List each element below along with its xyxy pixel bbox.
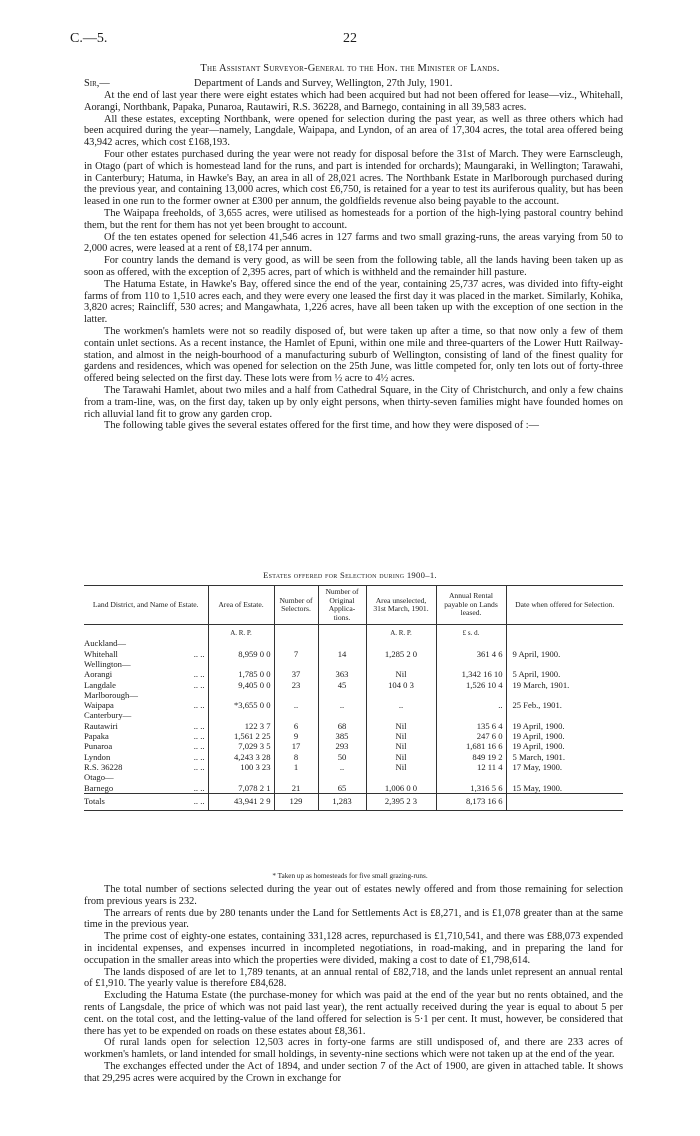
cell-unselected: Nil — [366, 669, 436, 679]
cell-name: Aorangi .. .. — [84, 669, 205, 680]
paragraph: Excluding the Hatuma Estate (the purchase-money for which was paid at the end of the year but no rents obtained, and the rents of Langsdale, the price of which was not paid last year), the rent actually received during the year is equal to about 5 per cent. on the total cost, and the letting-value of the land offered for selection is 5·1 per cent. It must, however, be considered that there has yet to be expended on roads on these estates about £8,361. — [84, 990, 623, 1037]
paragraph: The lands disposed of are let to 1,789 tenants, at an annual rental of £82,718, and the lands unlet represent an annual rental of £1,910. The yearly value is therefore £84,628. — [84, 966, 623, 990]
cell-unselected: 1,006 0 0 — [366, 783, 436, 794]
cell-selectors — [274, 638, 318, 648]
cell-date — [506, 638, 623, 648]
cell-applications: .. — [318, 762, 366, 772]
cell-selectors — [274, 710, 318, 720]
cell-applications: 293 — [318, 741, 366, 751]
cell-rental: 135 6 4 — [436, 721, 506, 731]
cell-name: Marlborough— — [84, 689, 138, 700]
cell-area: 1,561 2 25 — [208, 731, 274, 741]
cell-applications — [318, 638, 366, 648]
cell-selectors: 37 — [274, 669, 318, 679]
cell-rental — [436, 659, 506, 669]
district-group-row — [84, 638, 623, 648]
cell-rental — [436, 710, 506, 720]
paragraph: The Waipapa freeholds, of 3,655 acres, were utilised as homesteads for a portion of the high-lying pastoral country behind them, but the rent for them has not yet been brought to account. — [84, 207, 623, 231]
cell-unselected: 104 0 3 — [366, 680, 436, 690]
cell-name: Langdale .. .. — [84, 679, 205, 690]
cell-area — [208, 690, 274, 700]
cell-name: Auckland— — [84, 638, 127, 649]
cell-unselected — [366, 638, 436, 648]
cell-name: R.S. 36228 .. .. — [84, 761, 205, 772]
cell-selectors: 8 — [274, 752, 318, 762]
cell-name: Whitehall .. .. — [84, 648, 205, 659]
cell-selectors — [274, 772, 318, 782]
col-header-date: Date when offered for Selection. — [506, 586, 623, 625]
estate-row — [84, 649, 623, 659]
cell-unselected — [366, 690, 436, 700]
estate-row — [84, 731, 623, 741]
col-header-applications: Number of Original Applica-tions. — [318, 586, 366, 625]
cell-rental: 1,316 5 6 — [436, 783, 506, 794]
letter-title: The Assistant Surveyor-General to the Hon. the Minister of Lands. — [200, 63, 500, 74]
totals-label: Totals .. .. — [84, 793, 208, 810]
cell-date: 19 April, 1900. — [506, 731, 623, 741]
totals-date — [506, 793, 623, 810]
unit-unselected: A. R. P. — [366, 625, 436, 639]
cell-selectors: 9 — [274, 731, 318, 741]
cell-area: 122 3 7 — [208, 721, 274, 731]
col-header-selectors: Number of Selectors. — [274, 586, 318, 625]
estate-row — [84, 741, 623, 751]
cell-unselected: Nil — [366, 731, 436, 741]
page-reference: C.—5. — [70, 31, 108, 46]
cell-area — [208, 772, 274, 782]
paragraph: The prime cost of eighty-one estates, containing 331,128 acres, repurchased is £1,710,541, and there was £88,073 expended in incidental expenses, and expenses incurred in incompleted negotiations, in road-making, and in preparing the land for occupation in the smaller areas into which the properties were divided, making a cost to date of £1,798,614. — [84, 931, 623, 966]
salutation: Sir,— — [84, 78, 110, 89]
estate-row — [84, 721, 623, 731]
cell-date: 25 Feb., 1901. — [506, 700, 623, 710]
cell-unselected — [366, 659, 436, 669]
cell-applications: 65 — [318, 783, 366, 794]
cell-name: Otago— — [84, 772, 114, 783]
district-group-row — [84, 710, 623, 720]
units-row — [84, 625, 623, 639]
paragraph: Of rural lands open for selection 12,503 acres in forty-one farms are still undisposed of, and there are 233 acres of workmen's hamlets, or land intended for small holdings, in seventy-nine sections which were not taken up at the end of the year. — [84, 1037, 623, 1061]
unit-area: A. R. P. — [208, 625, 274, 639]
cell-area: 100 3 23 — [208, 762, 274, 772]
district-group-row — [84, 690, 623, 700]
estate-row — [84, 783, 623, 794]
cell-applications: 14 — [318, 649, 366, 659]
cell-area — [208, 659, 274, 669]
cell-applications: 68 — [318, 721, 366, 731]
cell-unselected: Nil — [366, 762, 436, 772]
cell-applications — [318, 710, 366, 720]
col-header-rental: Annual Rental payable on Lands leased. — [436, 586, 506, 625]
cell-area: 7,029 3 5 — [208, 741, 274, 751]
cell-date: 5 March, 1901. — [506, 752, 623, 762]
paragraph: For country lands the demand is very good, as will be seen from the following table, all the lands having been taken up as soon as offered, with the exception of 2,395 acres, part of which is withheld and the remainder hill pasture. — [84, 255, 623, 278]
totals-unselected: 2,395 2 3 — [366, 793, 436, 810]
cell-applications: 50 — [318, 752, 366, 762]
cell-unselected — [366, 772, 436, 782]
district-group-row — [84, 772, 623, 782]
table-footnote: * Taken up as homesteads for five small grazing-runs. — [272, 872, 428, 880]
cell-name: Rautawiri .. .. — [84, 720, 205, 731]
cell-rental: 1,342 16 10 — [436, 669, 506, 679]
cell-name: Waipapa .. .. — [84, 700, 205, 711]
cell-rental: 247 6 0 — [436, 731, 506, 741]
cell-applications: 385 — [318, 731, 366, 741]
estate-row — [84, 680, 623, 690]
cell-name: Lyndon .. .. — [84, 751, 205, 762]
estate-row — [84, 700, 623, 710]
cell-date: 9 April, 1900. — [506, 649, 623, 659]
cell-date: 19 April, 1900. — [506, 721, 623, 731]
letter-body-bottom — [84, 884, 623, 1085]
cell-area: 1,785 0 0 — [208, 669, 274, 679]
running-header — [70, 31, 630, 49]
col-header-area: Area of Estate. — [208, 586, 274, 625]
cell-name: Papaka .. .. — [84, 731, 205, 742]
table-caption: Estates offered for Selection during 1900–1. — [263, 570, 437, 580]
salutation-line — [84, 78, 623, 90]
cell-rental — [436, 638, 506, 648]
cell-name: Barnego .. .. — [84, 782, 205, 793]
cell-date — [506, 710, 623, 720]
cell-rental — [436, 772, 506, 782]
cell-date — [506, 772, 623, 782]
cell-rental: 849 19 2 — [436, 752, 506, 762]
cell-rental: 361 4 6 — [436, 649, 506, 659]
cell-rental: 1,526 10 4 — [436, 680, 506, 690]
cell-rental: 12 11 4 — [436, 762, 506, 772]
cell-applications — [318, 690, 366, 700]
cell-rental: 1,681 16 6 — [436, 741, 506, 751]
cell-applications — [318, 772, 366, 782]
totals-applications: 1,283 — [318, 793, 366, 810]
cell-date: 5 April, 1900. — [506, 669, 623, 679]
totals-area: 43,941 2 9 — [208, 793, 274, 810]
cell-area: 4,243 3 28 — [208, 752, 274, 762]
cell-unselected — [366, 710, 436, 720]
totals-selectors: 129 — [274, 793, 318, 810]
estate-row — [84, 669, 623, 679]
cell-applications — [318, 659, 366, 669]
cell-selectors: 23 — [274, 680, 318, 690]
cell-rental: .. — [436, 700, 506, 710]
cell-selectors: 21 — [274, 783, 318, 794]
cell-name: Canterbury— — [84, 710, 132, 721]
estates-table — [84, 585, 623, 811]
paragraph: The arrears of rents due by 280 tenants under the Land for Settlements Act is £8,271, and is £1,078 greater than at the same time in the previous year. — [84, 907, 623, 931]
cell-area: 8,959 0 0 — [208, 649, 274, 659]
dateline: Department of Lands and Survey, Wellington, 27th July, 1901. — [194, 78, 453, 89]
cell-unselected: Nil — [366, 752, 436, 762]
cell-selectors: .. — [274, 700, 318, 710]
district-group-row — [84, 659, 623, 669]
estate-row — [84, 752, 623, 762]
unit-rental: £ s. d. — [436, 625, 506, 639]
cell-area — [208, 638, 274, 648]
col-header-unselected: Area unselected, 31st March, 1901. — [366, 586, 436, 625]
col-header-district: Land District, and Name of Estate. — [84, 586, 208, 625]
paragraph: The Tarawahi Hamlet, about two miles and a half from Cathedral Square, in the City of Christchurch, and only a few chains from a tram-line, was, on the first day, taken up by only eight persons, when thirty-seven families might have founded homes on rich alluvial land fit to grow any garden crop. — [84, 384, 623, 420]
cell-applications: .. — [318, 700, 366, 710]
cell-name: Punaroa .. .. — [84, 741, 205, 752]
cell-date — [506, 690, 623, 700]
paragraph: The workmen's hamlets were not so readily disposed of, but were taken up after a time, so that now only a few of them contain unlet sections. As a recent instance, the Hamlet of Epuni, within one mile and three-quarters of the Lower Hutt Railway-station, and almost in the neigh-bourhood of a manufacturing suburb of Wellington, consisting of land of the finest quality for gardens and residences, which was opened for selection on the 25th June, was little competed for, only ten lots out of forty-three offered being selected on the first day. These lots were from ½ acre to 4½ acres. — [84, 325, 623, 385]
paragraph: All these estates, excepting Northbank, were opened for selection during the past year, as well as three others which had been acquired during the year—namely, Langdale, Waipapa, and Lyndon, of an area of 17,304 acres, the total area offered being 43,942 acres, which cost £168,193. — [84, 113, 623, 149]
cell-unselected: .. — [366, 700, 436, 710]
paragraph: Four other estates purchased during the year were not ready for disposal before the 31st of March. They were Earnscleugh, in Otago (part of which is homestead land for the runs, and part is intended for orchards); Maungaraki, in Wellington; Tarawahi, in Canterbury; Hatuma, in Hawke's Bay, an area in all of 28,021 acres. The Northbank Estate in Marlborough purchased during the previous year, and containing 13,000 acres, which cost £6,750, is retained for a year to test its auriferous quality, but has been leased in one run to the former owner at £300 per annum, the goldfields revenue also being payable to the account. — [84, 148, 623, 208]
cell-unselected: 1,285 2 0 — [366, 649, 436, 659]
estate-row — [84, 762, 623, 772]
table-header-row — [84, 586, 623, 625]
cell-area: 7,078 2 1 — [208, 783, 274, 794]
cell-date — [506, 659, 623, 669]
paragraph: At the end of last year there were eight estates which had been acquired but had not been offered for lease—viz., Whitehall, Aorangi, Northbank, Papaka, Punaroa, Rautawiri, R.S. 36228, and Barnego, containing in all 39,583 acres. — [84, 90, 623, 113]
cell-applications: 45 — [318, 680, 366, 690]
cell-selectors: 17 — [274, 741, 318, 751]
cell-rental — [436, 690, 506, 700]
cell-name: Wellington— — [84, 658, 131, 669]
cell-applications: 363 — [318, 669, 366, 679]
cell-selectors — [274, 659, 318, 669]
cell-area: 9,405 0 0 — [208, 680, 274, 690]
cell-selectors — [274, 690, 318, 700]
paragraph: The total number of sections selected during the year out of estates newly offered and from those remaining for selection from previous years is 232. — [84, 884, 623, 907]
paragraph: The exchanges effected under the Act of 1894, and under section 7 of the Act of 1900, are given in attached table. It shows that 29,295 acres were acquired by the Crown in exchange for — [84, 1060, 623, 1084]
cell-date: 17 May, 1900. — [506, 762, 623, 772]
cell-selectors: 1 — [274, 762, 318, 772]
cell-area: *3,655 0 0 — [208, 700, 274, 710]
cell-unselected: Nil — [366, 721, 436, 731]
page-number: 22 — [343, 31, 357, 46]
cell-unselected: Nil — [366, 741, 436, 751]
totals-row — [84, 793, 623, 810]
paragraph: The following table gives the several estates offered for the first time, and how they were disposed of :— — [104, 420, 539, 432]
paragraph: The Hatuma Estate, in Hawke's Bay, offered since the end of the year, containing 25,737 acres, was divided into fifty-eight farms of from 110 to 1,510 acres each, and they were every one leased the first day it was placed in the market. Similarly, Kohika, 3,820 acres; Raincliff, 530 acres; and Mangawhata, 1,226 acres, have all been taken up with the exception of one section in the latter. — [84, 278, 623, 326]
cell-date: 15 May, 1900. — [506, 783, 623, 794]
cell-date: 19 April, 1900. — [506, 741, 623, 751]
cell-area — [208, 710, 274, 720]
letter-body-top — [84, 78, 623, 432]
cell-date: 19 March, 1901. — [506, 680, 623, 690]
cell-selectors: 7 — [274, 649, 318, 659]
totals-rental: 8,173 16 6 — [436, 793, 506, 810]
paragraph: Of the ten estates opened for selection 41,546 acres in 127 farms and two small grazing-runs, the areas varying from 50 to 2,000 acres, were leased at a rent of £8,174 per annum. — [84, 231, 623, 255]
cell-selectors: 6 — [274, 721, 318, 731]
